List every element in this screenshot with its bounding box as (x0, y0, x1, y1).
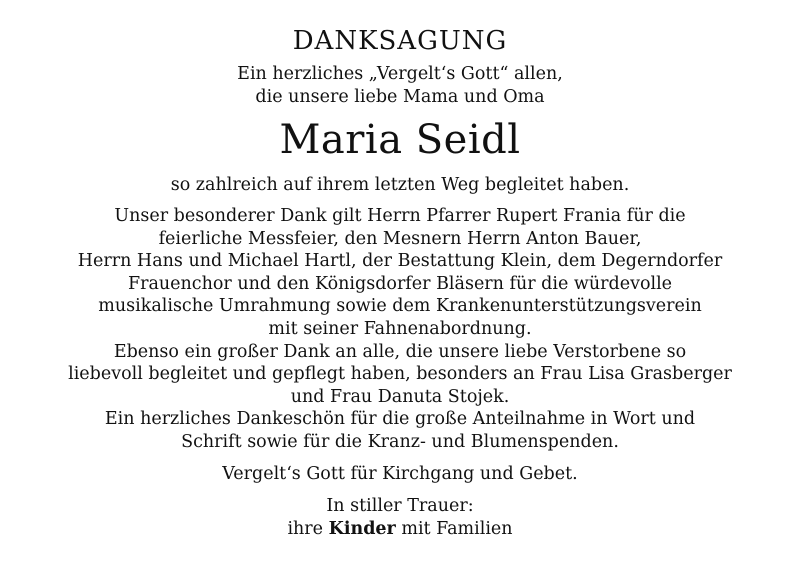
intro-line-1: Ein herzliches „Vergelt‘s Gott“ allen, (237, 64, 563, 84)
thanks-line-5: musikalische Umrahmung sowie dem Krankenunterstützungsverein (98, 296, 702, 317)
signature-kinder: Kinder (328, 519, 396, 539)
thanks-line-1: Unser besonderer Dank gilt Herrn Pfarrer Rupert Frania für die (114, 206, 686, 226)
thanks-line-6: mit seiner Fahnenabordnung. (268, 319, 532, 339)
thanks-line-10: Ein herzliches Dankeschön für die große Anteilnahme in Wort und (104, 409, 696, 430)
subline: so zahlreich auf ihrem letzten Weg begleitet haben. (170, 175, 630, 195)
signature-prefix: ihre (287, 519, 324, 539)
deceased-name: Maria Seidl (279, 117, 521, 163)
thanks-line-2: feierliche Messfeier, den Mesnern Herrn Anton Bauer, (158, 228, 642, 249)
intro-line-2: die unsere liebe Mama und Oma (255, 87, 545, 107)
thanks-line-7: Ebenso ein großer Dank an alle, die unsere liebe Verstorbene so (113, 341, 687, 362)
closing-line: Vergelt‘s Gott für Kirchgang und Gebet. (222, 464, 578, 484)
thanks-line-3: Herrn Hans und Michael Hartl, der Bestattung Klein, dem Degerndorfer (77, 251, 723, 272)
heading: DANKSAGUNG (292, 26, 508, 56)
signature-line-1: In stiller Trauer: (326, 496, 474, 516)
thanks-line-9: und Frau Danuta Stojek. (290, 386, 510, 407)
thanks-line-4: Frauenchor und den Königsdorfer Bläsern für die würdevolle (127, 273, 673, 294)
thanks-line-8: liebevoll begleitet und gepflegt haben, besonders an Frau Lisa Grasberger (68, 364, 732, 385)
thanks-line-11: Schrift sowie für die Kranz- und Blumenspenden. (181, 432, 619, 452)
signature-suffix: mit Familien (401, 519, 513, 539)
signature-line-2 (0, 518, 800, 541)
